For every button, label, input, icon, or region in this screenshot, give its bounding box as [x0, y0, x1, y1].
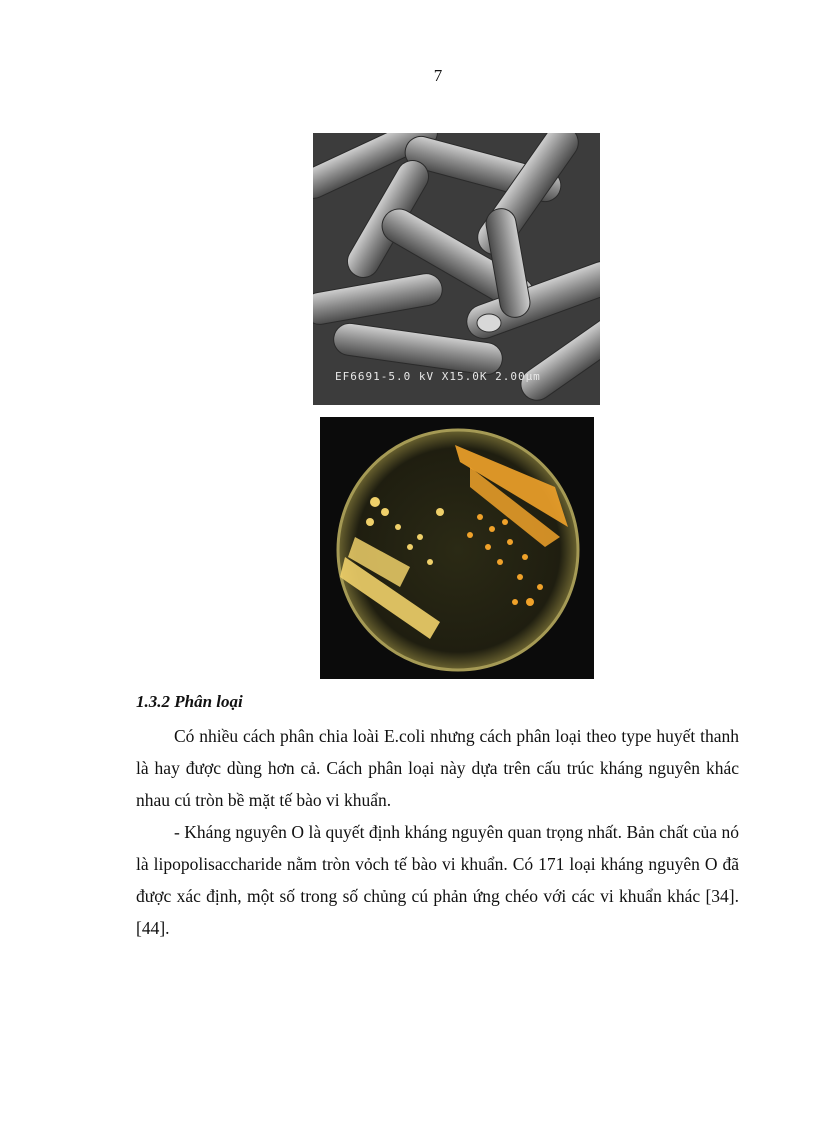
paragraph: - Kháng nguyên O là quyết định kháng nguyên quan trọng nhất. Bản chất của nó là lipopolisaccharide nằm tròn vỏch tế bào vi khuẩn. Có 171 loại kháng nguyên O đã được xác định, một số trong số chủng cú phản ứng chéo với các vi khuẩn khác [34].[44].: [136, 822, 739, 938]
petri-dish-icon: [320, 417, 594, 679]
paragraph: Có nhiều cách phân chia loài E.coli nhưng cách phân loại theo type huyết thanh là hay được dùng hơn cả. Cách phân loại này dựa trên cấu trúc kháng nguyên khác nhau cú tròn bề mặt tế bào vi khuẩn.: [136, 726, 739, 810]
petri-plate-image: [320, 417, 594, 679]
sem-caption: EF6691-5.0 kV X15.0K 2.00µm: [335, 370, 541, 383]
section-heading: 1.3.2 Phân loại: [136, 692, 243, 711]
body-text: [136, 720, 739, 944]
sem-micrograph-image: [313, 133, 600, 405]
sem-micrograph-icon: [313, 133, 600, 405]
page-number: 7: [433, 66, 443, 85]
